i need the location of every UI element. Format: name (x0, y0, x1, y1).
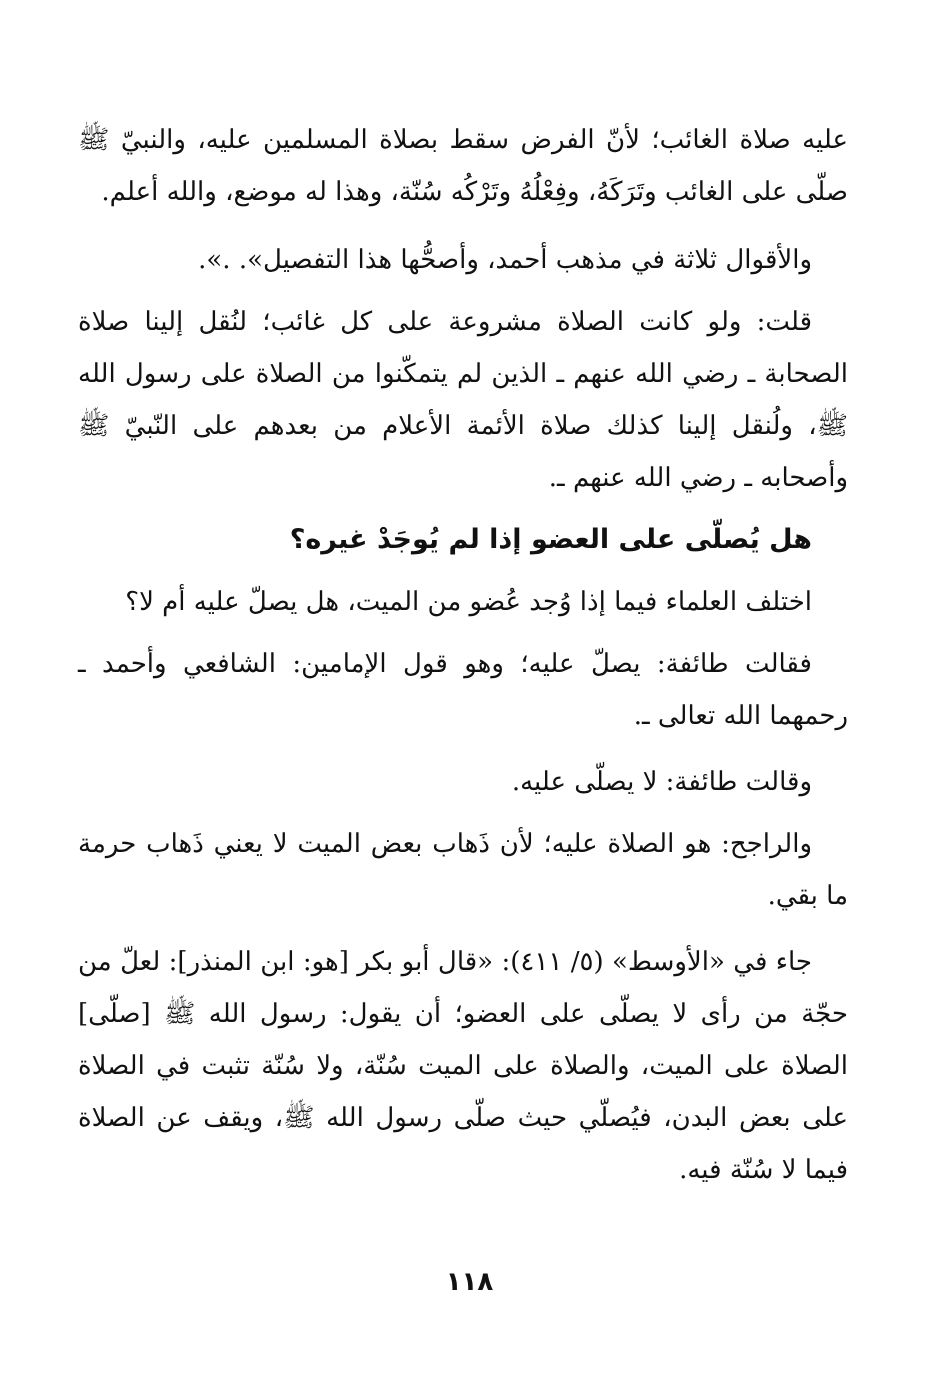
paragraph-7: والراجح: هو الصلاة عليه؛ لأن ذَهاب بعض الميت لا يعني ذَهاب حرمة ما بقي. (78, 829, 848, 911)
paragraph-6: وقالت طائفة: لا يصلّى عليه. (511, 767, 812, 797)
paragraph-4: اختلف العلماء فيما إذا وُجد عُضو من الميت، هل يصلّ عليه أم لا؟ (125, 587, 812, 617)
paragraph-3: قلت: ولو كانت الصلاة مشروعة على كل غائب؛ لنُقل إلينا صلاة الصحابة ـ رضي الله عنهم ـ الذين لم يتمكّنوا من الصلاة على رسول الله ﷺ، ولُنقل إلينا كذلك صلاة الأئمة الأعلام من بعدهم على النّبيّ ﷺ وأصحابه ـ رضي الله عنهم ـ. (78, 307, 848, 493)
section-heading: هل يُصلّى على العضو إذا لم يُوجَدْ غيره؟ (289, 524, 812, 555)
paragraph-5: فقالت طائفة: يصلّ عليه؛ وهو قول الإمامين: الشافعي وأحمد ـ رحمهما الله تعالى ـ. (78, 649, 848, 731)
paragraph-8: جاء في «الأوسط» (٥/ ٤١١): «قال أبو بكر [هو: ابن المنذر]: لعلّ من حجّة من رأى لا يصلّى على العضو؛ أن يقول: رسول الله ﷺ [صلّى] الصلاة على الميت، والصلاة على الميت سُنّة، ولا سُنّة تثبت في الصلاة على بعض البدن، فيُصلّي حيث صلّى رسول الله ﷺ، ويقف عن الصلاة فيما لا سُنّة فيه. (78, 947, 848, 1185)
paragraph-2: والأقوال ثلاثة في مذهب أحمد، وأصحُّها هذا التفصيل». .». (198, 245, 812, 275)
paragraph-1: عليه صلاة الغائب؛ لأنّ الفرض سقط بصلاة المسلمين عليه، والنبيّ ﷺ صلّى على الغائب وتَرَكَهُ، وفِعْلُهُ وتَرْكُه سُنّة، وهذا له موضع، والله أعلم. (78, 125, 848, 207)
page-number: ١١٨ (445, 1267, 494, 1297)
